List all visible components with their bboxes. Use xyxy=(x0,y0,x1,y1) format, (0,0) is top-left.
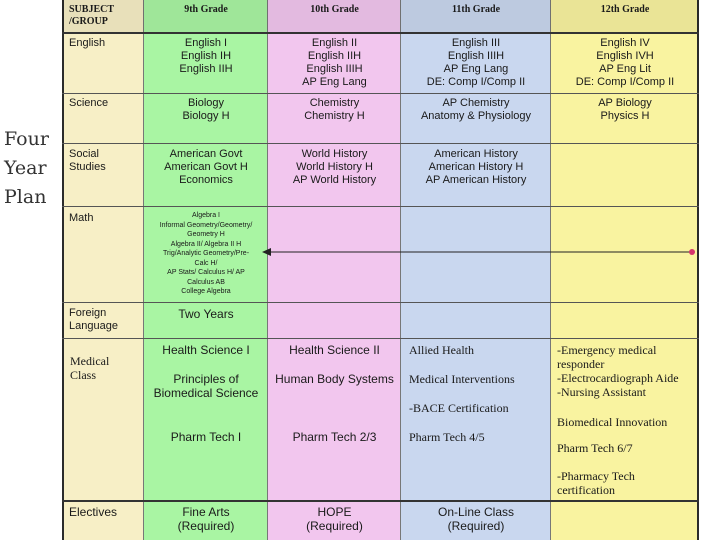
english-grade-9: English I English IH English IIH xyxy=(179,37,233,75)
medical-grade-12-a: -Emergency medical responder -Electrocardiograph Aide -Nursing Assistant xyxy=(557,343,679,399)
row-divider xyxy=(62,93,699,94)
medical-grade-9-d: Pharm Tech I xyxy=(170,430,242,444)
row-divider xyxy=(62,302,699,303)
science-grade-9: Biology Biology H xyxy=(182,97,230,122)
row-divider xyxy=(62,32,699,34)
medical-grade-11-a: Allied Health xyxy=(409,343,474,357)
english-grade-10: English II English IIH English IIIH AP Eng Lang xyxy=(302,37,367,88)
science-grade-11: AP Chemistry Anatomy & Physiology xyxy=(420,97,532,122)
medical-grade-12-c: Pharm Tech 6/7 xyxy=(557,441,633,455)
medical-grade-9-b: Principles of Biomedical Science xyxy=(153,372,259,400)
medical-grade-10-a: Health Science II xyxy=(289,343,380,357)
medical-grade-11-b: Medical Interventions xyxy=(409,372,515,386)
social-studies-grade-10: World History World History H AP World History xyxy=(292,148,377,186)
page-title: Four Year Plan xyxy=(4,128,49,208)
medical-grade-12-d: -Pharmacy Tech certification xyxy=(557,469,635,497)
medical-grade-10-b: Human Body Systems xyxy=(275,372,394,386)
math-progression-arrow xyxy=(262,244,699,260)
social-studies-grade-11: American History American History H AP American History xyxy=(425,148,527,186)
grade-12-header: 12th Grade xyxy=(600,4,650,15)
grade-9-header: 9th Grade xyxy=(184,4,228,15)
row-divider xyxy=(62,500,699,502)
medical-grade-11-c: -BACE Certification xyxy=(409,401,509,415)
subject-group-header: SUBJECT /GROUP xyxy=(69,4,115,27)
math-grade-9: Algebra I Informal Geometry/Geometry/ Geometry H Algebra II/ Algebra II H Trig/Analytic Geometry/Pre- Calc H/ AP Stats/ Calculus H/ AP Calculus AB College Algebra xyxy=(159,212,253,295)
foreign-language-grade-9: Two Years xyxy=(178,307,234,321)
social-studies-label: Social Studies xyxy=(69,148,106,173)
subject-column xyxy=(62,0,144,540)
foreign-language-label: Foreign Language xyxy=(69,307,118,332)
medical-grade-10-d: Pharm Tech 2/3 xyxy=(292,430,377,444)
arrow-end-dot xyxy=(689,249,695,255)
grade-10-header: 10th Grade xyxy=(310,4,359,15)
science-label: Science xyxy=(69,97,109,109)
row-divider xyxy=(62,206,699,207)
english-grade-12: English IV English IVH AP Eng Lit DE: Comp I/Comp II xyxy=(575,37,675,88)
row-divider xyxy=(62,143,699,144)
science-grade-12: AP Biology Physics H xyxy=(598,97,652,122)
medical-class-label: Medical Class xyxy=(70,354,110,382)
electives-grade-9: Fine Arts (Required) xyxy=(177,505,235,533)
medical-grade-9-a: Health Science I xyxy=(162,343,250,357)
social-studies-grade-9: American Govt American Govt H Economics xyxy=(164,148,248,186)
electives-label: Electives xyxy=(69,505,118,519)
english-label: English xyxy=(69,37,106,49)
math-label: Math xyxy=(69,212,94,224)
grade-11-header: 11th Grade xyxy=(451,4,501,15)
arrow-head xyxy=(262,248,271,256)
medical-grade-12-b: Biomedical Innovation xyxy=(557,415,668,429)
electives-grade-11: On-Line Class (Required) xyxy=(437,505,515,533)
medical-grade-11-d: Pharm Tech 4/5 xyxy=(409,430,485,444)
row-divider xyxy=(62,338,699,339)
electives-grade-10: HOPE (Required) xyxy=(306,505,363,533)
science-grade-10: Chemistry Chemistry H xyxy=(304,97,365,122)
english-grade-11: English III English IIIH AP Eng Lang DE: Comp I/Comp II xyxy=(426,37,526,88)
